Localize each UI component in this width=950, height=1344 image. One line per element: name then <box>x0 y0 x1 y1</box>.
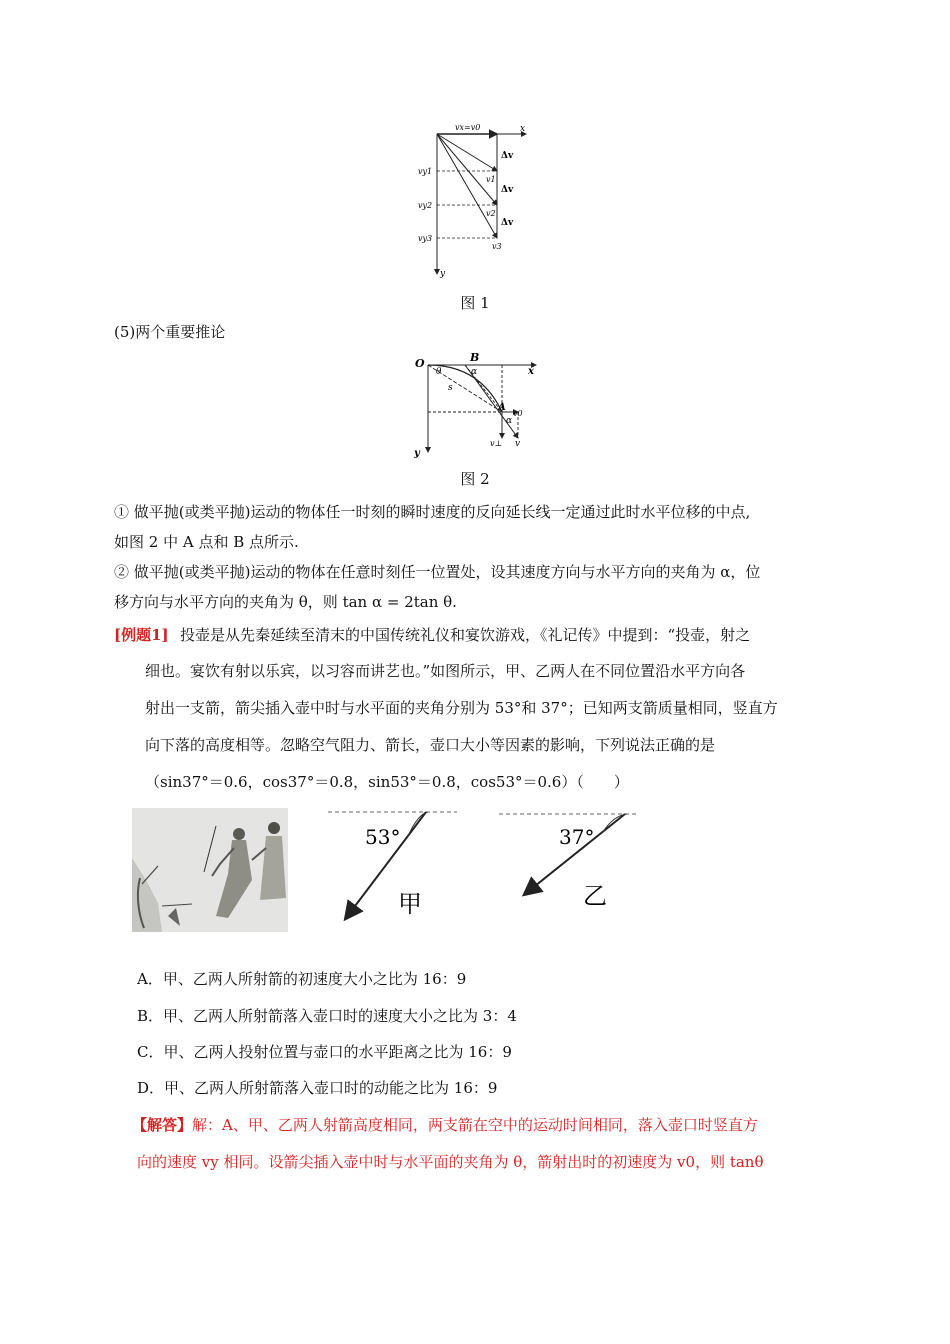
example-line-3: 射出一支箭，箭尖插入壶中时与水平面的夹角分别为 53°和 37°；已知两支箭质量相同，竖直方 <box>145 699 778 717</box>
section-5-title: (5)两个重要推论 <box>114 323 226 341</box>
yi-label: 乙 <box>583 882 607 910</box>
answer-line-1-text: 解：A、甲、乙两人射箭高度相同，两支箭在空中的运动时间相同，落入壶口时竖直方 <box>192 1116 758 1134</box>
yi-angle-label: 37° <box>559 825 595 849</box>
fig1-label-y: y <box>440 269 446 279</box>
fig2-label-x: x <box>528 366 534 377</box>
fig1-label-dv3: Δv <box>501 218 514 228</box>
fig1-label-dv2: Δv <box>501 185 514 195</box>
fig2-label-s: s <box>448 383 453 393</box>
fig2-label-v: v <box>515 439 521 449</box>
example-tag: [例题1] <box>114 626 169 644</box>
example-line-1: 投壶是从先秦延续至清末的中国传统礼仪和宴饮游戏，《礼记传》中提到：“投壶，射之 <box>180 626 751 644</box>
conclusion-2-line-2: 移方向与水平方向的夹角为 θ，则 tan α = 2tan θ. <box>114 593 457 611</box>
jia-angle-label: 53° <box>365 825 401 849</box>
option-c[interactable]: C．甲、乙两人投射位置与壶口的水平距离之比为 16：9 <box>137 1043 512 1061</box>
figure-1-caption: 图 1 <box>460 294 490 312</box>
conclusion-1-line-2: 如图 2 中 A 点和 B 点所示. <box>114 533 299 551</box>
option-d[interactable]: D．甲、乙两人所射箭落入壶口时的动能之比为 16：9 <box>137 1079 498 1097</box>
example-line-5: （sin37°＝0.6，cos37°＝0.8，sin53°＝0.8，cos53°＝0.6）（ ） <box>145 773 629 791</box>
fig1-label-vy3: vy3 <box>418 234 433 243</box>
fig2-label-O: O <box>415 357 425 370</box>
fig1-label-vy2: vy2 <box>418 201 433 210</box>
fig1-label-v2: v2 <box>486 209 496 218</box>
answer-line-2: 向的速度 vy 相同。设箭尖插入壶中时与水平面的夹角为 θ，箭射出时的初速度为 v0，则 tanθ <box>137 1153 764 1171</box>
fig2-label-A: A <box>498 402 506 413</box>
answer-tag: 【解答】 <box>132 1116 193 1134</box>
fig2-label-theta: θ <box>436 367 442 377</box>
fig1-label-v3: v3 <box>492 242 502 251</box>
option-a[interactable]: A．甲、乙两人所射箭的初速度大小之比为 16：9 <box>137 970 467 988</box>
arrow-diagram-jia <box>322 808 462 928</box>
answer-line-1 <box>132 1114 758 1135</box>
conclusion-1-line-1: ① 做平抛(或类平抛)运动的物体任一时刻的瞬时速度的反向延长线一定通过此时水平位移的中点, <box>114 503 751 521</box>
figure-1-diagram <box>410 118 540 283</box>
option-b[interactable]: B．甲、乙两人所射箭落入壶口时的速度大小之比为 3：4 <box>137 1007 517 1025</box>
fig2-label-alpha-1: α <box>471 367 478 377</box>
fig2-label-vperp: v⊥ <box>490 439 503 448</box>
conclusion-2-line-1: ② 做平抛(或类平抛)运动的物体在任意时刻任一位置处，设其速度方向与水平方向的夹角为 α，位 <box>114 563 761 581</box>
example-line-2: 细也。宴饮有射以乐宾，以习容而讲艺也。”如图所示，甲、乙两人在不同位置沿水平方向各 <box>145 662 746 680</box>
arrow-diagram-yi <box>495 808 645 918</box>
fig1-label-vx: vx=v0 <box>455 123 481 132</box>
example-line-4: 向下落的高度相等。忽略空气阻力、箭长，壶口大小等因素的影响，下列说法正确的是 <box>145 736 716 754</box>
fig2-label-alpha-2: α <box>506 416 513 426</box>
fig2-label-v0: v0 <box>513 409 523 418</box>
figure-2-diagram <box>410 350 545 462</box>
fig2-label-y: y <box>414 448 420 459</box>
jia-label: 甲 <box>398 890 422 918</box>
fig1-label-x: x <box>520 124 526 134</box>
figure-2-caption: 图 2 <box>460 470 490 488</box>
fig1-label-vy1: vy1 <box>418 167 433 176</box>
touhu-painting-illustration <box>132 808 288 932</box>
fig1-label-v1: v1 <box>486 175 496 184</box>
fig2-label-B: B <box>470 351 480 364</box>
fig1-label-dv1: Δv <box>501 151 514 161</box>
